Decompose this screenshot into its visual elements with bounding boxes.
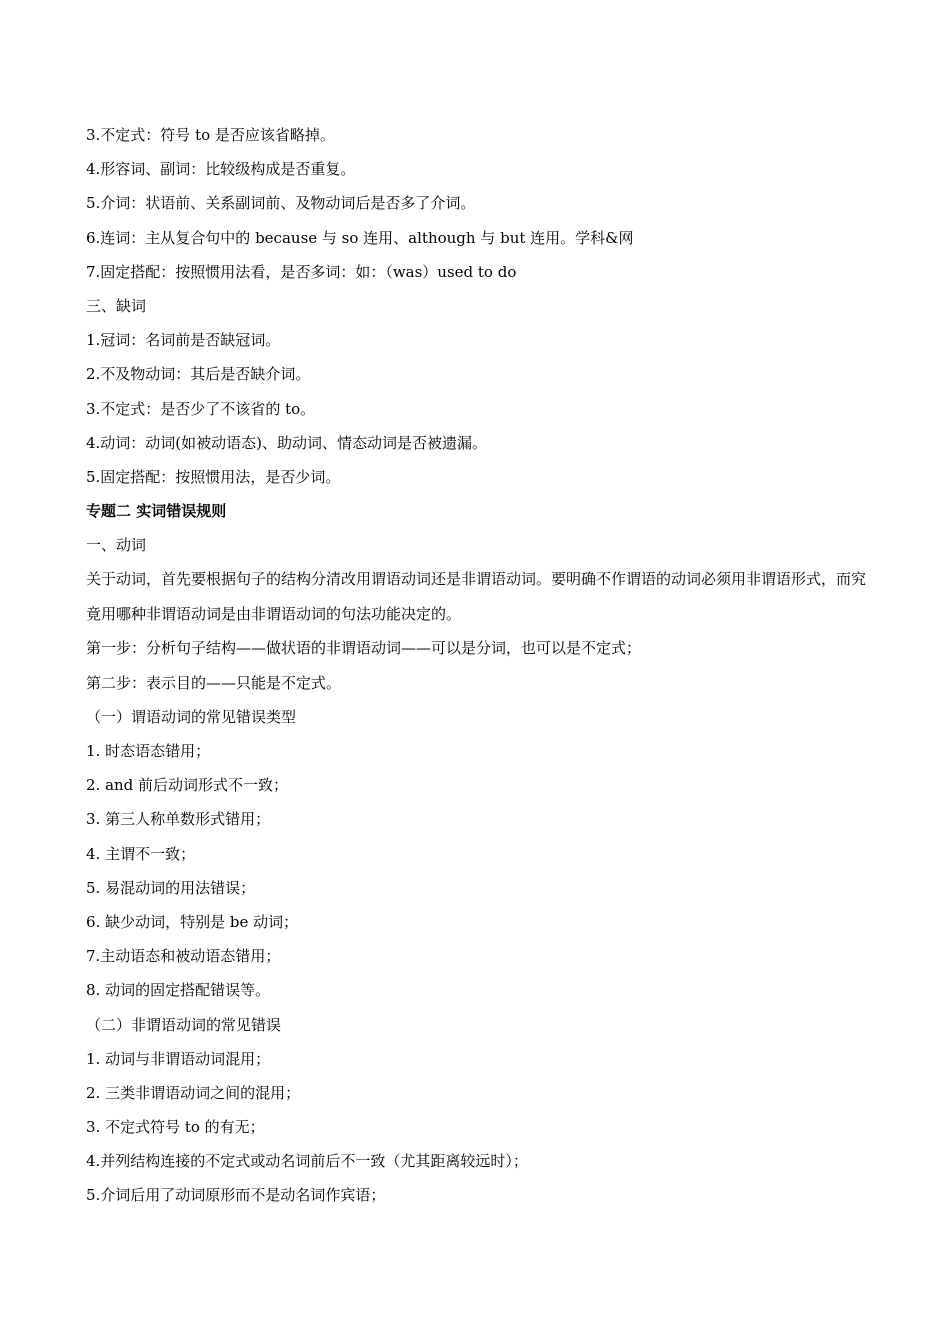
list-item: 3. 第三人称单数形式错用； (86, 810, 271, 829)
list-item: 2. 三类非谓语动词之间的混用； (86, 1083, 301, 1102)
section-heading: 三、缺词 (86, 296, 147, 315)
section-heading: 一、动词 (86, 536, 147, 555)
list-item: 4.并列结构连接的不定式或动名词前后不一致（尤其距离较远时）； (86, 1152, 528, 1171)
text-line: 4.动词：动词(如被动语态)、助动词、情态动词是否被遗漏。 (86, 433, 488, 452)
text-line: 5.固定搭配：按照惯用法，是否少词。 (86, 467, 341, 486)
text-line: 3.不定式：是否少了不该省的 to。 (86, 399, 316, 418)
text-line: 2.不及物动词：其后是否缺介词。 (86, 365, 311, 384)
subsection-heading: （一）谓语动词的常见错误类型 (86, 707, 297, 726)
document-body (86, 122, 876, 1217)
text-line: 6.连词：主从复合句中的 because 与 so 连用、although 与 but 连用。学科&网 (86, 228, 634, 247)
list-item: 6. 缺少动词，特别是 be 动词； (86, 912, 299, 931)
list-item: 1. 动词与非谓语动词混用； (86, 1049, 271, 1068)
text-line: 7.固定搭配：按照惯用法看，是否多词：如：（was）used to do (86, 262, 517, 281)
list-item: 5.介词后用了动词原形而不是动名词作宾语； (86, 1186, 386, 1205)
text-line: 5.介词：状语前、关系副词前、及物动词后是否多了介词。 (86, 194, 476, 213)
text-line: 1.冠词：名词前是否缺冠词。 (86, 331, 281, 350)
text-line: 第二步：表示目的——只能是不定式。 (86, 673, 342, 692)
list-item: 4. 主谓不一致； (86, 844, 196, 863)
list-item: 2. and 前后动词形式不一致； (86, 776, 289, 795)
text-line: 3.不定式：符号 to 是否应该省略掉。 (86, 126, 335, 144)
text-line: 第一步：分析句子结构——做状语的非谓语动词——可以是分词，也可以是不定式； (86, 639, 642, 658)
list-item: 3. 不定式符号 to 的有无； (86, 1118, 265, 1137)
list-item: 8. 动词的固定搭配错误等。 (86, 981, 271, 1000)
paragraph: 关于动词，首先要根据句子的结构分清改用谓语动词还是非谓语动词。要明确不作谓语的动词必须用非谓语形式，而究竟用哪种非谓语动词是由非谓语动词的句法功能决定的。 (86, 570, 867, 623)
list-item: 1. 时态语态错用； (86, 742, 211, 760)
topic-heading: 专题二 实词错误规则 (86, 502, 227, 521)
list-item: 7.主动语态和被动语态错用； (86, 947, 281, 966)
text-line: 4.形容词、副词：比较级构成是否重复。 (86, 160, 356, 179)
subsection-heading: （二）非谓语动词的常见错误 (86, 1015, 282, 1034)
list-item: 5. 易混动词的用法错误； (86, 878, 256, 897)
